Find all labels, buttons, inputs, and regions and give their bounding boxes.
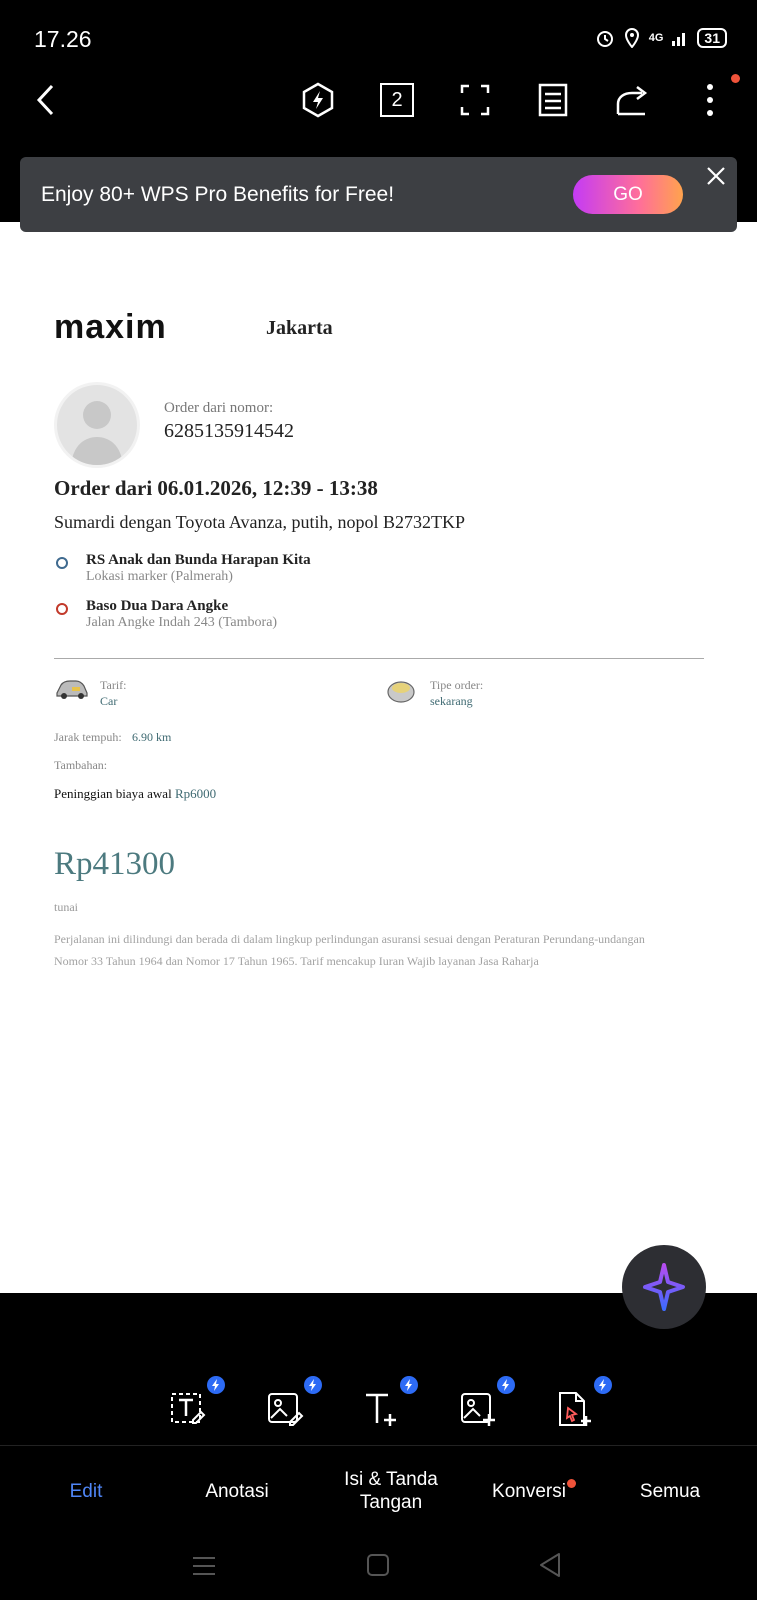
fullscreen-icon[interactable] xyxy=(455,80,495,120)
status-time: 17.26 xyxy=(34,26,92,52)
share-icon[interactable] xyxy=(612,80,652,120)
alarm-icon xyxy=(595,28,615,48)
more-icon[interactable] xyxy=(690,80,730,120)
add-image-icon[interactable] xyxy=(459,1390,497,1428)
tab-anotasi[interactable]: Anotasi xyxy=(205,1480,269,1502)
avatar xyxy=(54,382,140,468)
menu-icon[interactable] xyxy=(191,1555,217,1577)
divider xyxy=(54,658,704,659)
clock-car-icon xyxy=(386,678,416,704)
total-price: Rp41300 xyxy=(54,846,176,882)
tarif-value: Car xyxy=(100,694,118,708)
tarif-label: Tarif: xyxy=(100,678,127,692)
reading-mode-icon[interactable] xyxy=(533,80,573,120)
add-text-icon[interactable] xyxy=(362,1390,400,1428)
konversi-badge-dot xyxy=(567,1479,576,1488)
ai-assistant-button[interactable] xyxy=(622,1245,706,1329)
maxim-logo: maxim xyxy=(54,308,167,346)
pro-badge-icon xyxy=(207,1376,225,1394)
distance-value: 6.90 km xyxy=(132,730,172,744)
go-button[interactable]: GO xyxy=(573,175,683,214)
distance-label: Jarak tempuh: xyxy=(54,730,122,744)
route-end-dot xyxy=(56,603,68,615)
tab-edit[interactable]: Edit xyxy=(69,1480,103,1502)
driver-info: Sumardi dengan Toyota Avanza, putih, nopol B2732TKP xyxy=(54,512,466,532)
tipe-value: sekarang xyxy=(430,694,473,708)
city-label: Jakarta xyxy=(266,317,333,339)
location-icon xyxy=(623,28,641,48)
ai-spark-icon xyxy=(642,1262,686,1312)
extra-label: Tambahan: xyxy=(54,758,108,772)
page-count-icon[interactable] xyxy=(377,80,417,120)
route-start-dot xyxy=(56,557,68,569)
lightning-hex-icon[interactable] xyxy=(298,80,338,120)
system-nav-bar xyxy=(0,1535,757,1600)
tab-konversi[interactable]: Konversi xyxy=(492,1480,566,1502)
document-page[interactable] xyxy=(0,222,757,1293)
status-bar xyxy=(0,0,757,80)
edit-image-icon[interactable] xyxy=(266,1390,304,1428)
route-start-name: RS Anak dan Bunda Harapan Kita xyxy=(86,552,311,568)
extra-item-label: Peninggian biaya awal xyxy=(54,786,172,801)
close-icon[interactable] xyxy=(703,163,729,189)
back-icon[interactable] xyxy=(26,80,66,120)
edit-tools-row xyxy=(0,1372,757,1442)
phone-number: 6285135914542 xyxy=(164,420,294,442)
route-end-sub: Jalan Angke Indah 243 (Tambora) xyxy=(86,615,278,630)
back-nav-icon[interactable] xyxy=(538,1552,562,1578)
car-icon xyxy=(54,678,90,700)
order-from-label: Order dari nomor: xyxy=(164,400,274,416)
payment-method: tunai xyxy=(54,900,78,914)
pro-badge-icon xyxy=(304,1376,322,1394)
edit-text-icon[interactable] xyxy=(169,1390,207,1428)
banner-text: Enjoy 80+ WPS Pro Benefits for Free! xyxy=(41,183,395,206)
pro-badge-icon xyxy=(497,1376,515,1394)
extract-page-icon[interactable] xyxy=(556,1390,594,1428)
order-title: Order dari 06.01.2026, 12:39 - 13:38 xyxy=(54,476,378,500)
insurance-disclaimer: Perjalanan ini dilindungi dan berada di dalam lingkup perlindungan asuransi sesuai dengan Peraturan Perundang-undangan Nomor 33 Tahun 1964 dan Nomor 17 Tahun 1965. Tarif mencakup Iuran Wajib layanan Jasa Raharja xyxy=(54,932,645,968)
notification-dot xyxy=(731,74,740,83)
extra-item-value: Rp6000 xyxy=(175,786,217,801)
route-start-sub: Lokasi marker (Palmerah) xyxy=(86,569,233,584)
page-count: 2 xyxy=(380,83,414,117)
status-icons xyxy=(595,28,727,48)
tipe-label: Tipe order: xyxy=(430,678,484,692)
route-end-name: Baso Dua Dara Angke xyxy=(86,598,229,614)
signal-icon xyxy=(671,29,689,47)
pro-badge-icon xyxy=(400,1376,418,1394)
tab-semua[interactable]: Semua xyxy=(639,1480,701,1502)
bottom-tabs xyxy=(0,1445,757,1536)
home-icon[interactable] xyxy=(366,1553,390,1577)
network-label: 4G xyxy=(648,32,664,44)
promo-banner xyxy=(20,157,737,232)
tab-isi-tanda-tangan[interactable]: Isi & Tanda Tangan xyxy=(344,1469,438,1513)
pro-badge-icon xyxy=(594,1376,612,1394)
top-toolbar xyxy=(0,70,757,130)
battery-icon: 31 xyxy=(697,28,727,48)
